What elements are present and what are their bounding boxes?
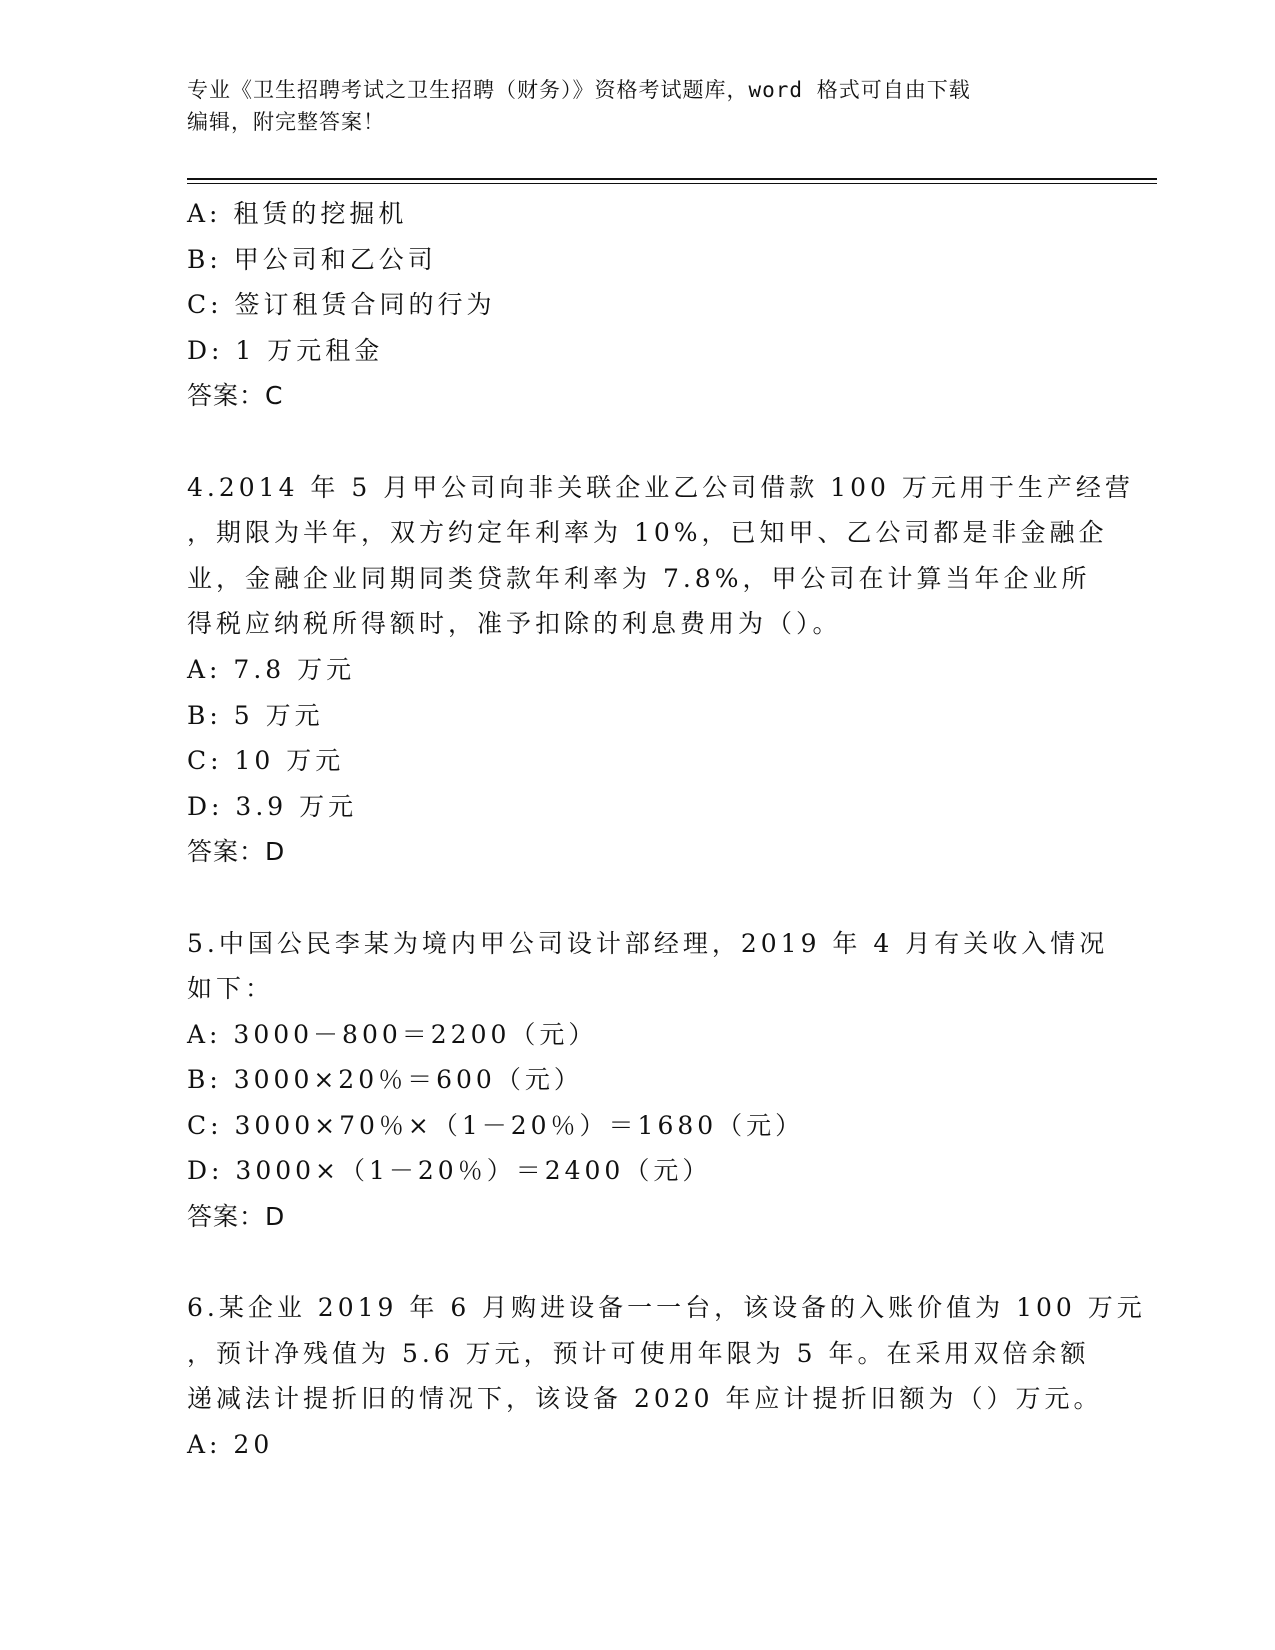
question-3 bbox=[187, 191, 1107, 419]
option-d: D: 3000×（1－20％）＝2400（元） bbox=[187, 1156, 712, 1186]
header-rule-thin bbox=[187, 183, 1157, 184]
option-a: A: 3000－800＝2200（元） bbox=[187, 1019, 598, 1049]
option-b: B: 甲公司和乙公司 bbox=[187, 244, 437, 274]
question-6 bbox=[187, 1285, 1146, 1467]
option-b: B: 3000×20％＝600（元） bbox=[187, 1065, 583, 1095]
header-line-1: 专业《卫生招聘考试之卫生招聘（财务）》资格考试题库，word 格式可自由下载 bbox=[187, 78, 971, 102]
spacer bbox=[187, 419, 1107, 465]
option-c: C: 3000×70％×（1－20％）＝1680（元） bbox=[187, 1110, 805, 1140]
question-text-line: 4.2014 年 5 月甲公司向非关联企业乙公司借款 100 万元用于生产经营 bbox=[187, 472, 1134, 502]
question-text-line: 业，金融企业同期同类贷款年利率为 7.8%，甲公司在计算当年企业所 bbox=[187, 563, 1091, 593]
question-4 bbox=[187, 465, 1134, 875]
option-d: D: 1 万元租金 bbox=[187, 335, 384, 365]
question-text-line: 6.某企业 2019 年 6 月购进设备一一台，该设备的入账价值为 100 万元 bbox=[187, 1293, 1146, 1323]
option-d: D: 3.9 万元 bbox=[187, 791, 358, 821]
question-text-line: 如下： bbox=[187, 974, 275, 1004]
answer-line: 答案：D bbox=[187, 837, 286, 867]
answer-line: 答案：C bbox=[187, 381, 284, 411]
spacer bbox=[187, 1240, 1107, 1286]
option-a: A: 20 bbox=[187, 1430, 274, 1460]
option-a: A: 7.8 万元 bbox=[187, 654, 356, 684]
question-text-line: 得税应纳税所得额时，准予扣除的利息费用为（）。 bbox=[187, 609, 842, 639]
question-text-line: ，预计净残值为 5.6 万元，预计可使用年限为 5 年。在采用双倍余额 bbox=[187, 1338, 1090, 1368]
spacer bbox=[187, 875, 1107, 921]
document-header bbox=[187, 74, 1087, 138]
question-list bbox=[187, 191, 1146, 1468]
header-rule-thick bbox=[187, 178, 1157, 180]
question-text-line: ，期限为半年，双方约定年利率为 10%，已知甲、乙公司都是非金融企 bbox=[187, 518, 1108, 548]
answer-line: 答案：D bbox=[187, 1202, 286, 1232]
option-b: B: 5 万元 bbox=[187, 700, 324, 730]
option-c: C: 10 万元 bbox=[187, 746, 345, 776]
option-c: C: 签订租赁合同的行为 bbox=[187, 290, 496, 320]
question-5 bbox=[187, 921, 1107, 1240]
question-text-line: 5.中国公民李某为境内甲公司设计部经理，2019 年 4 月有关收入情况 bbox=[187, 928, 1109, 958]
option-a: A: 租赁的挖掘机 bbox=[187, 199, 408, 228]
question-text-line: 递减法计提折旧的情况下，该设备 2020 年应计提折旧额为（）万元。 bbox=[187, 1384, 1103, 1414]
header-line-2: 编辑，附完整答案！ bbox=[187, 110, 385, 134]
